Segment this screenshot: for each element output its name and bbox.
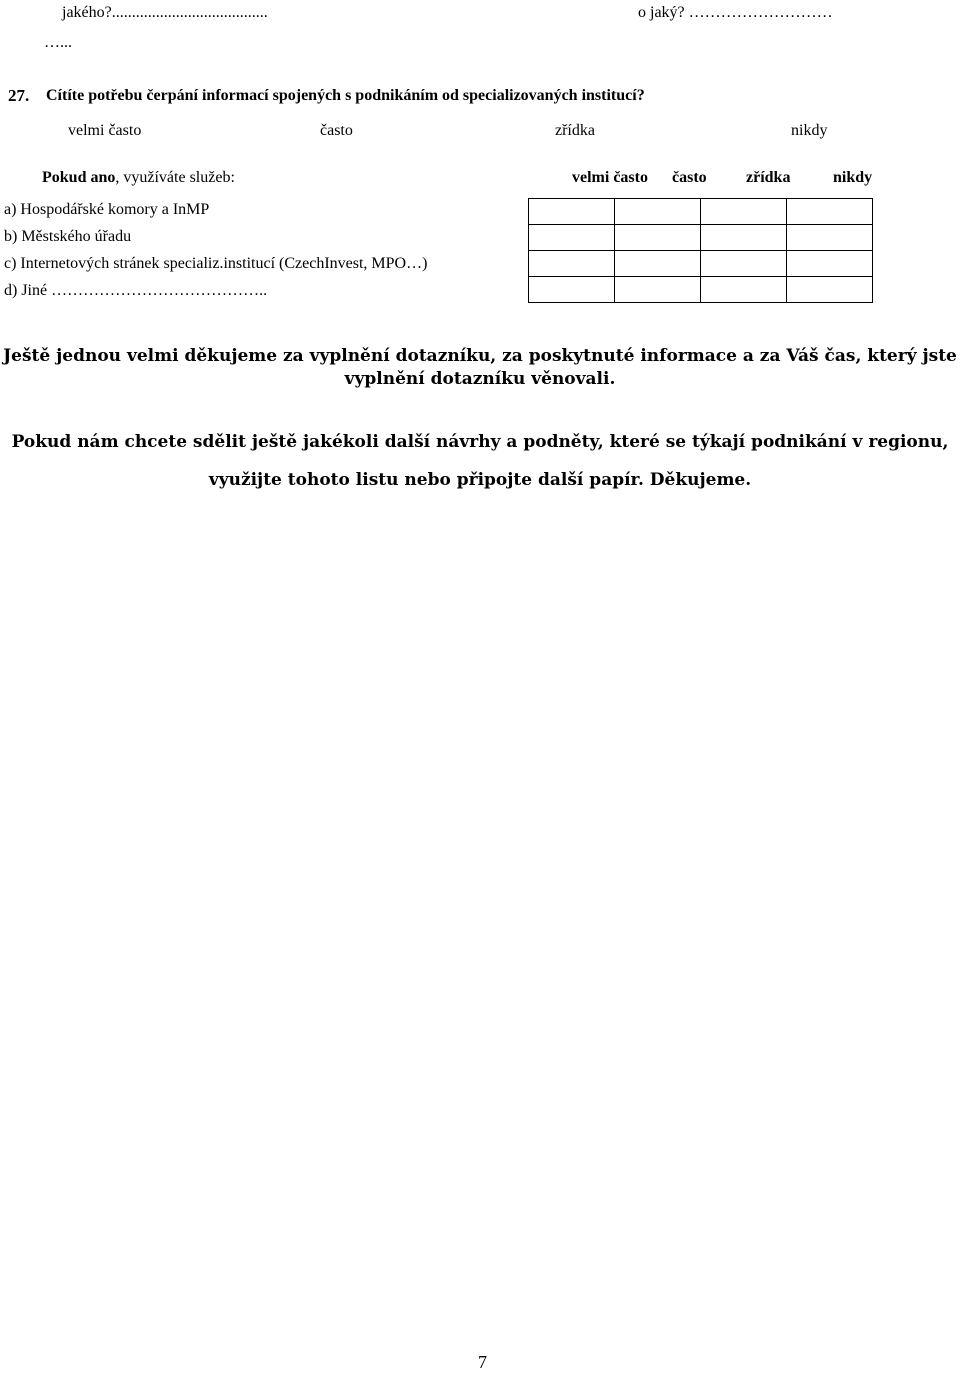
column-header-casto: často <box>672 169 707 186</box>
answer-cell[interactable] <box>529 225 615 251</box>
answer-cell[interactable] <box>615 277 701 303</box>
service-row-label: d) Jiné ………………………………….. <box>4 282 268 299</box>
closing-suggestions-line2: využijte tohoto listu nebo připojte další papír. Děkujeme. <box>208 470 752 490</box>
answer-cell[interactable] <box>701 199 787 225</box>
closing-thanks-line2: vyplnění dotazníku věnovali. <box>344 369 616 389</box>
question-number: 27. <box>8 86 30 105</box>
answer-cell[interactable] <box>787 225 873 251</box>
service-row-label: a) Hospodářské komory a InMP <box>4 201 210 218</box>
service-row-label: c) Internetových stránek specializ.institucí (CzechInvest, MPO…) <box>4 255 428 272</box>
services-heading-bold: Pokud ano <box>42 169 116 186</box>
grid-row-jine <box>529 277 873 303</box>
prior-answer-continuation: …... <box>44 34 72 51</box>
answer-cell[interactable] <box>787 277 873 303</box>
grid-row-internetove-stranky <box>529 251 873 277</box>
grid-row-mestsky-urad <box>529 225 873 251</box>
page-number: 7 <box>478 1352 487 1372</box>
answer-cell[interactable] <box>529 251 615 277</box>
closing-suggestions-line1: Pokud nám chcete sdělit ještě jakékoli další návrhy a podněty, které se týkají podnikání v regionu, <box>11 432 949 452</box>
option-velmi-casto[interactable]: velmi často <box>68 122 142 139</box>
option-nikdy[interactable]: nikdy <box>791 122 828 139</box>
grid-row-hospodarske-komory <box>529 199 873 225</box>
option-casto[interactable]: často <box>320 122 353 139</box>
answer-cell[interactable] <box>787 199 873 225</box>
answer-grid <box>528 198 873 303</box>
answer-cell[interactable] <box>787 251 873 277</box>
answer-cell[interactable] <box>701 225 787 251</box>
answer-cell[interactable] <box>529 277 615 303</box>
closing-thanks-line1: Ještě jednou velmi děkujeme za vyplnění dotazníku, za poskytnuté informace a za Váš čas, který jste <box>3 346 957 366</box>
column-header-zridka: zřídka <box>746 169 791 186</box>
column-header-nikdy: nikdy <box>833 169 873 186</box>
option-zridka[interactable]: zřídka <box>555 122 595 139</box>
services-heading <box>42 169 235 187</box>
answer-cell[interactable] <box>615 251 701 277</box>
service-row-label: b) Městského úřadu <box>4 228 132 245</box>
answer-cell[interactable] <box>615 225 701 251</box>
answer-cell[interactable] <box>701 251 787 277</box>
column-header-velmi-casto: velmi často <box>572 169 648 186</box>
answer-cell[interactable] <box>615 199 701 225</box>
question-text: Cítíte potřebu čerpání informací spojených s podnikáním od specializovaných institucí? <box>46 87 645 104</box>
answer-cell[interactable] <box>529 199 615 225</box>
answer-cell[interactable] <box>701 277 787 303</box>
services-heading-rest: , využíváte služeb: <box>115 169 235 186</box>
prior-answer-what: o jaký? ……………………… <box>638 4 833 21</box>
prior-answer-which: jakého?....................................... <box>62 4 268 21</box>
